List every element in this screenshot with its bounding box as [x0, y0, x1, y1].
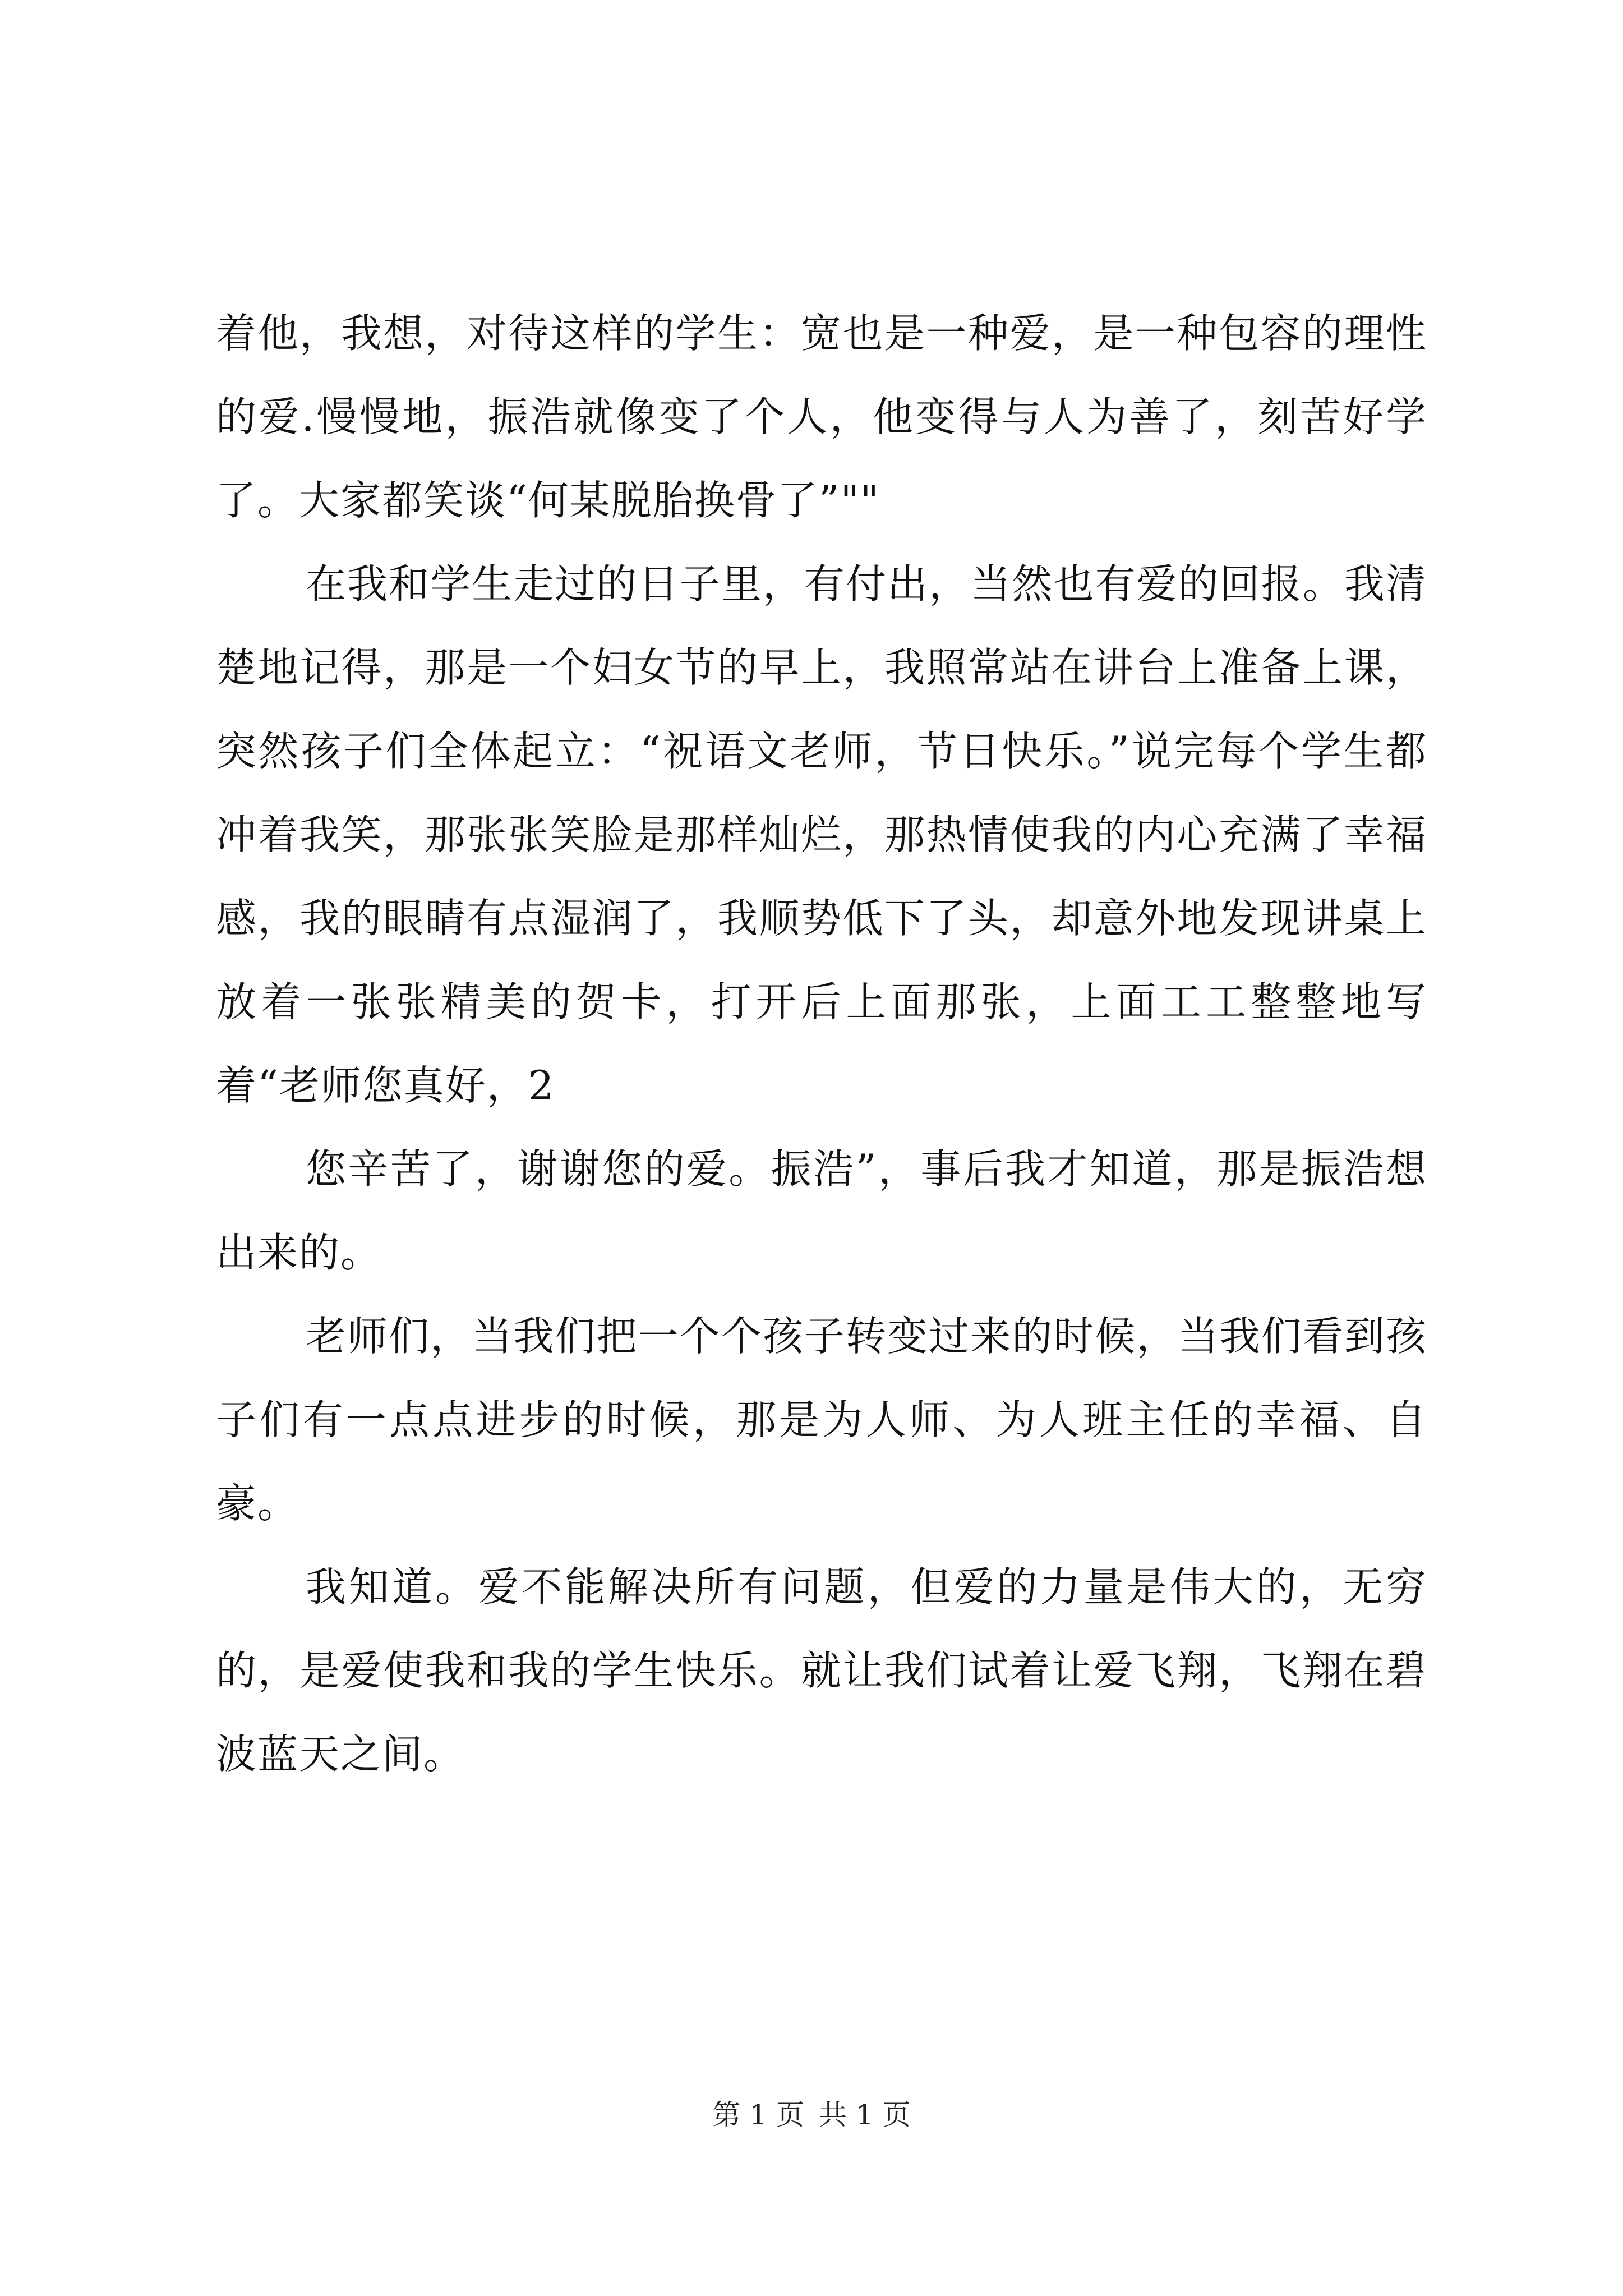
- page-footer: [0, 2095, 1623, 2134]
- paragraph-continuation: 着他，我想，对待这样的学生：宽也是一种爱，是一种包容的理性的爱.慢慢地，振浩就像变了个人，他变得与人为善了，刻苦好学了。大家都笑谈“何某脱胎换骨了”"": [216, 310, 1427, 524]
- page-total: 共 1 页: [819, 2099, 911, 2131]
- paragraph-teachers-happiness: 老师们，当我们把一个个孩子转变过来的时候，当我们看到孩子们有一点点进步的时候，那是为人师、为人班主任的幸福、自豪。: [216, 1313, 1427, 1527]
- page-number: 第 1 页: [712, 2099, 804, 2131]
- paragraph-card-message: 您辛苦了，谢谢您的爱。振浩”，事后我才知道，那是振浩想出来的。: [216, 1145, 1427, 1276]
- document-body: [216, 292, 1427, 1796]
- paragraph-conclusion: 我知道。爱不能解决所有问题，但爱的力量是伟大的，无穷的，是爱使我和我的学生快乐。就让我们试着让爱飞翔，飞翔在碧波蓝天之间。: [216, 1563, 1427, 1778]
- paragraph-womens-day: 在我和学生走过的日子里，有付出，当然也有爱的回报。我清楚地记得，那是一个妇女节的早上，我照常站在讲台上准备上课，突然孩子们全体起立：“祝语文老师，节日快乐。”说完每个学生都冲着我笑，那张张笑脸是那样灿烂，那热情使我的内心充满了幸福感，我的眼睛有点湿润了，我顺势低下了头，却意外地发现讲桌上放着一张张精美的贺卡，打开后上面那张，上面工工整整地写着“老师您真好，2: [216, 560, 1427, 1109]
